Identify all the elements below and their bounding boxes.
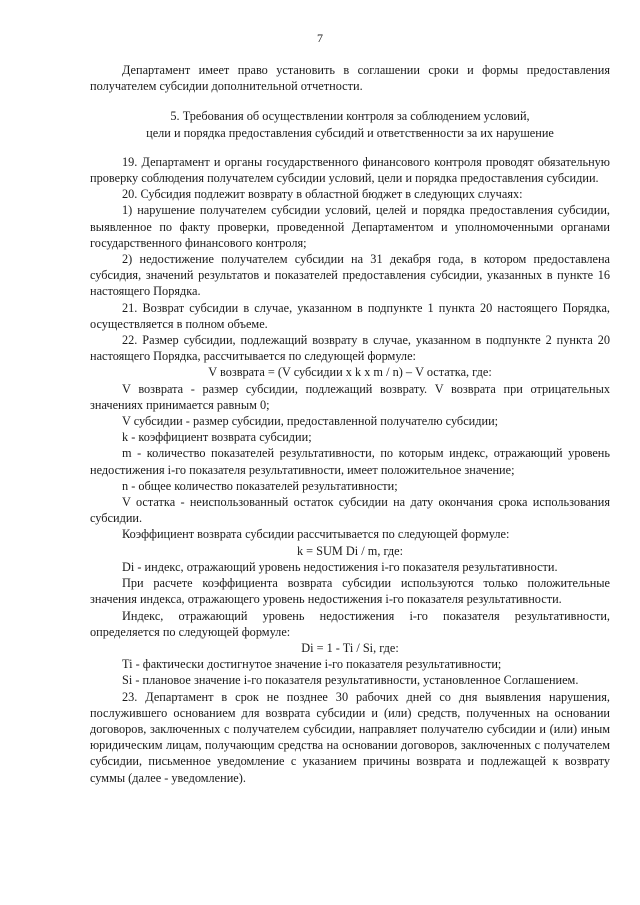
definition-si: Si - плановое значение i-го показателя результативности, установленное Соглашением. [122,673,579,688]
paragraph-20-1: 1) нарушение получателем субсидии условий, целей и порядка предоставления субсидии, выявленное по факту проверки, проведенной Департаментом и уполномоченными органами государственного финансового контроля; [90,203,610,250]
definition-di: Di - индекс, отражающий уровень недостижения i-го показателя результативности. [122,559,558,574]
section-heading-line1: 5. Требования об осуществлении контроля за соблюдением условий, [170,109,530,124]
definition-v-subsidy: V субсидии - размер субсидии, предоставленной получателю субсидии; [122,414,499,429]
paragraph-23: 23. Департамент в срок не позднее 30 рабочих дней со дня выявления нарушения, послужившего основанием для возврата субсидии и (или) средств, полученных на основании договоров, заключенных с получателем субсидии, направляет получателю субсидии и (или) иным юридическим лицам, получающим средства на основании договоров, заключенных с получателем субсидии, письменное уведомление с указанием причины возврата и подлежащей к возврату суммы (далее - уведомление). [90,689,610,785]
formula-di: Di = 1 - Ti / Si, где: [301,640,399,655]
definition-ti: Ti - фактически достигнутое значение i-го показателя результативности; [122,657,502,672]
definition-n: n - общее количество показателей результативности; [122,478,398,493]
definition-k: k - коэффициент возврата субсидии; [122,430,312,445]
paragraph-index-intro: Индекс, отражающий уровень недостижения i-го показателя результативности, определяется по следующей формуле: [90,608,610,639]
paragraph-19: 19. Департамент и органы государственного финансового контроля проводят обязательную проверку соблюдения получателем субсидии условий, цели и порядка предоставления субсидии. [90,154,610,186]
formula-v-return: V возврата = (V субсидии x k x m / n) – V остатка, где: [208,365,492,380]
definition-m: m - количество показателей результативности, по которым индекс, отражающий уровень недостижения i-го показателя результативности, имеет положительное значение; [90,446,610,477]
section-heading-line2: цели и порядка предоставления субсидий и ответственности за их нарушение [146,125,554,140]
document-body [90,62,610,786]
paragraph-reporting: Департамент имеет право установить в соглашении сроки и формы предоставления получателем субсидии дополнительной отчетности. [90,63,610,94]
definition-v-remainder: V остатка - неиспользованный остаток субсидии на дату окончания срока использования субсидии. [90,495,610,526]
paragraph-20: 20. Субсидия подлежит возврату в областной бюджет в следующих случаях: [122,187,523,202]
formula-k: k = SUM Di / m, где: [296,543,404,558]
paragraph-coefficient-intro: Коэффициент возврата субсидии рассчитывается по следующей формуле: [122,527,510,542]
paragraph-positive-values: При расчете коэффициента возврата субсидии используются только положительные значения индекса, отражающего уровень недостижения i-го показателя результативности. [90,576,610,607]
page-number: 7 [317,31,323,45]
paragraph-21: 21. Возврат субсидии в случае, указанном в подпункте 1 пункта 20 настоящего Порядка, осуществляется в полном объеме. [90,300,610,331]
paragraph-20-2: 2) недостижение получателем субсидии на 31 декабря года, в котором предоставлена субсидия, значений результатов и показателей предоставления субсидии, указанных в пункте 16 настоящего Порядка. [90,252,610,299]
paragraph-22: 22. Размер субсидии, подлежащий возврату в случае, указанном в подпункте 2 пункта 20 настоящего Порядка, рассчитывается по следующей формуле: [90,333,610,364]
definition-v-return: V возврата - размер субсидии, подлежащий возврату. V возврата при отрицательных значениях принимается равным 0; [90,381,610,412]
